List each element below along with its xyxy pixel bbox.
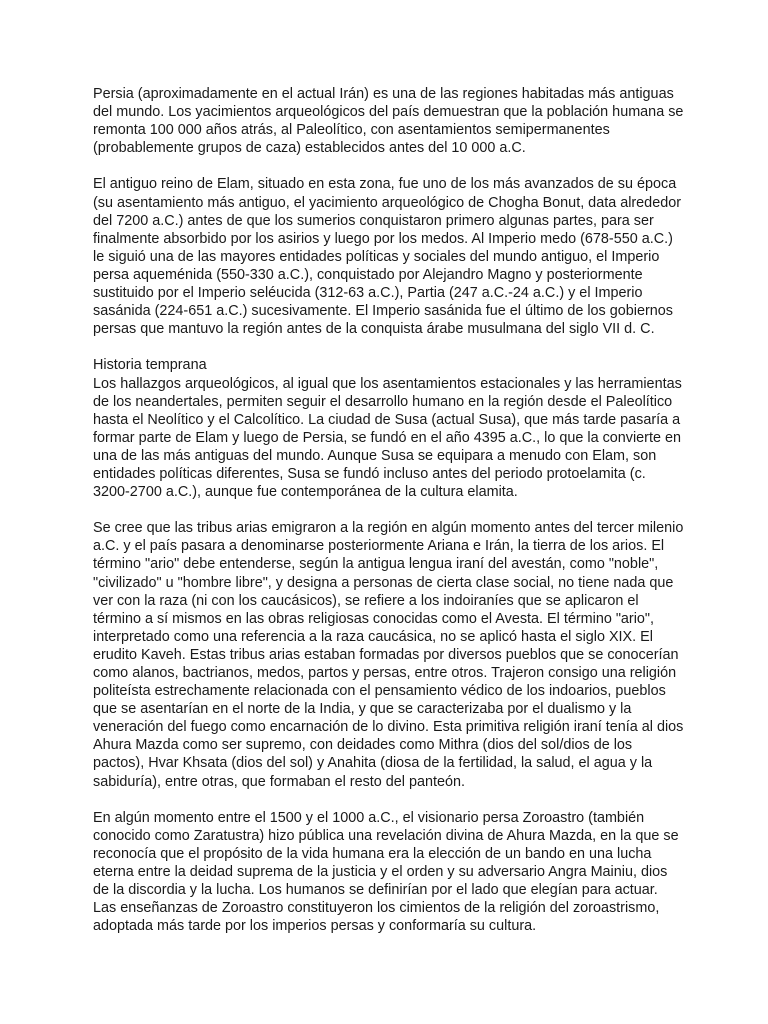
paragraph-elam: El antiguo reino de Elam, situado en esta zona, fue uno de los más avanzados de su época (su asentamiento más antiguo, el yacimiento arqueológico de Chogha Bonut, data alrededor del 7200 a.C.) antes de que los sumerios conquistaron primero algunas partes, para ser finalmente absorbido por los asirios y luego por los medos. Al Imperio medo (678-550 a.C.) le siguió una de las mayores entidades políticas y sociales del mundo antiguo, el Imperio persa aqueménida (550-330 a.C.), conquistado por Alejandro Magno y posteriormente sustituido por el Imperio seléucida (312-63 a.C.), Partia (247 a.C.-24 a.C.) y el Imperio sasánida (224-651 a.C.) sucesivamente. El Imperio sasánida fue el último de los gobiernos persas que mantuvo la región antes de la conquista árabe musulmana del siglo VII d. C.	[93, 176, 681, 338]
paragraph-intro: Persia (aproximadamente en el actual Irán) es una de las regiones habitadas más antiguas del mundo. Los yacimientos arqueológicos del país demuestran que la población humana se remonta 100 000 años atrás, al Paleolítico, con asentamientos semipermanentes (probablemente grupos de caza) establecidos antes del 10 000 a.C.	[93, 86, 684, 157]
paragraph-archaeology: Los hallazgos arqueológicos, al igual que los asentamientos estacionales y las herramientas de los neandertales, permiten seguir el desarrollo humano en la región desde el Paleolítico hasta el Neolítico y el Calcolítico. La ciudad de Susa (actual Susa), que más tarde pasaría a formar parte de Elam y luego de Persia, se fundó en el año 4395 a.C., lo que la convierte en una de las más antiguas del mundo. Aunque Susa se equipara a menudo con Elam, son entidades políticas diferentes, Susa se fundó incluso antes del periodo protoelamita (c. 3200-2700 a.C.), aunque fue contemporánea de la cultura elamita.	[93, 375, 682, 501]
paragraph-aryan-tribes: Se cree que las tribus arias emigraron a la región en algún momento antes del tercer milenio a.C. y el país pasara a denominarse posteriormente Ariana e Irán, la tierra de los arios. El término "ario" debe entenderse, según la antigua lengua iraní del avestán, como "noble", "civilizado" u "hombre libre", y designa a personas de cierta clase social, no tiene nada que ver con la raza (ni con los caucásicos), se refiere a los indoiraníes que se aplicaron el término a sí mismos en las obras religiosas conocidas como el Avesta. El término "ario", interpretado como una referencia a la raza caucásica, no se aplicó hasta el siglo XIX. El erudito Kaveh. Estas tribus arias estaban formadas por diversos pueblos que se conocerían como alanos, bactrianos, medos, partos y persas, entre otros. Trajeron consigo una religión politeísta estrechamente relacionada con el pensamiento védico de los indoarios, pueblos que se asentarían en el norte de la India, y que se caracterizaba por el dualismo y la veneración del fuego como encarnación de lo divino. Esta primitiva religión iraní tenía al dios Ahura Mazda como ser supremo, con deidades como Mithra (dios del sol/dios de los pactos), Hvar Khsata (dios del sol) y Anahita (diosa de la fertilidad, la salud, el agua y la sabiduría), entre otras, que formaban el resto del panteón.	[93, 520, 684, 790]
document-page	[93, 85, 693, 954]
paragraph-zoroaster: En algún momento entre el 1500 y el 1000 a.C., el visionario persa Zoroastro (también conocido como Zaratustra) hizo pública una revelación divina de Ahura Mazda, en la que se reconocía que el propósito de la vida humana era la elección de un bando en una lucha eterna entre la deidad suprema de la justicia y el orden y su adversario Angra Mainiu, dios de la discordia y la lucha. Los humanos se definirían por el lado que elegían para actuar. Las enseñanzas de Zoroastro constituyeron los cimientos de la religión del zoroastrismo, adoptada más tarde por los imperios persas y conformaría su cultura.	[93, 809, 679, 935]
section-heading: Historia temprana	[93, 357, 207, 374]
